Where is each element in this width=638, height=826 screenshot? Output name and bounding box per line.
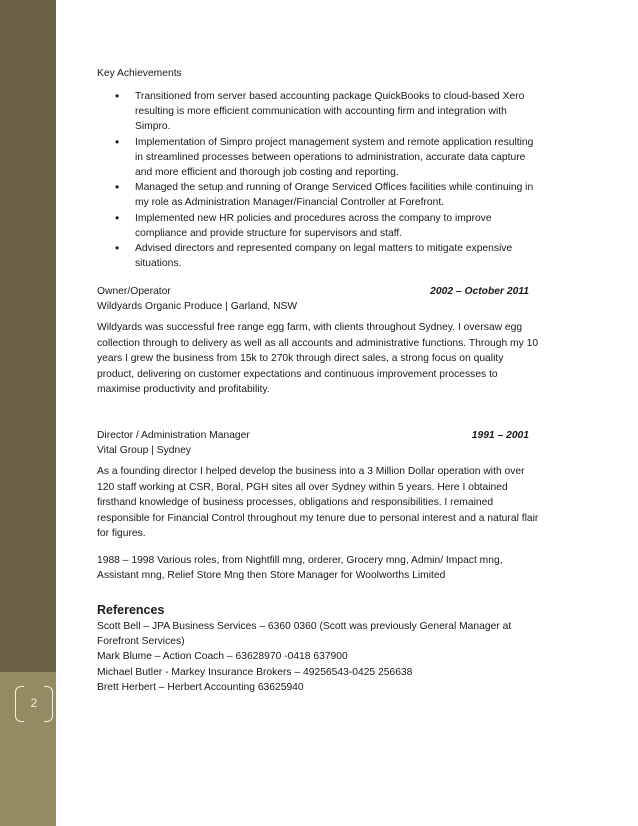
job2-company: Vital Group | Sydney <box>97 445 192 456</box>
reference-item: Michael Butler - Markey Insurance Brokers – 49256543-0425 256638 <box>97 666 413 678</box>
job1-description: Wildyards was successful free range egg farm, with clients throughout Sydney. I oversaw egg collection through to delivery as well as all accounts and administrative functions. Through my 10 years I grew the business from 15k to 270k through direct sales, a strong focus on quality product, delivering on customer expectations and continuous improvement processes to maximise productivity and profitability. <box>97 322 539 395</box>
job2-description: As a founding director I helped develop the business into a 3 Million Dollar operation with over 120 staff working at CSR, Boral, PGH sites all over Sydney within 5 years. Here I obtained firsthand knowledge of business processes, obligations and responsibilities. I remained responsible for Financial Control throughout my tenure due to personal interest and a natural flair for figures. <box>97 466 539 539</box>
achievement-item: • Advised directors and represented company on legal matters to mitigate expensive situations. <box>97 241 542 271</box>
job2-dates: 1991 – 2001 <box>471 430 529 441</box>
achievement-item: • Implementation of Simpro project management system and remote application resulting in streamlined processes between operations to administration, accurate data capture and more efficient and thorough job costing and reporting. <box>97 135 542 181</box>
job1-company: Wildyards Organic Produce | Garland, NSW <box>97 301 298 312</box>
achievements-heading: Key Achievements <box>97 68 182 79</box>
page-number-badge <box>15 686 53 722</box>
page-number: 2 <box>30 696 38 710</box>
reference-item: Brett Herbert – Herbert Accounting 63625940 <box>97 681 304 693</box>
reference-item: Mark Blume – Action Coach – 63628970 -0418 637900 <box>97 651 348 663</box>
job1-title: Owner/Operator <box>97 286 171 297</box>
job1-dates: 2002 – October 2011 <box>430 286 529 297</box>
achievement-item: • Transitioned from server based accounting package QuickBooks to cloud-based Xero resulting is more efficient communication with accounting firm and integration with Simpro. <box>97 89 542 135</box>
achievement-item: • Implemented new HR policies and procedures across the company to improve compliance and provide structure for supervisors and staff. <box>97 211 542 241</box>
job2-title: Director / Administration Manager <box>97 430 250 441</box>
achievements-list <box>97 89 542 271</box>
early-roles: 1988 – 1998 Various roles, from Nightfill mng, orderer, Grocery mng, Admin/ Impact mng, Assistant mng, Relief Store Mng then Store Manager for Woolworths Limited <box>97 555 503 582</box>
references-heading: References <box>97 603 165 617</box>
reference-item: Scott Bell – JPA Business Services – 6360 0360 (Scott was previously General Manager at Forefront Services) <box>97 621 512 648</box>
job1-header <box>97 284 529 299</box>
job2-header <box>97 428 529 443</box>
achievement-item: • Managed the setup and running of Orange Serviced Offices facilities while continuing in my role as Administration Manager/Financial Controller at Forefront. <box>97 180 542 210</box>
references-list <box>97 619 542 695</box>
